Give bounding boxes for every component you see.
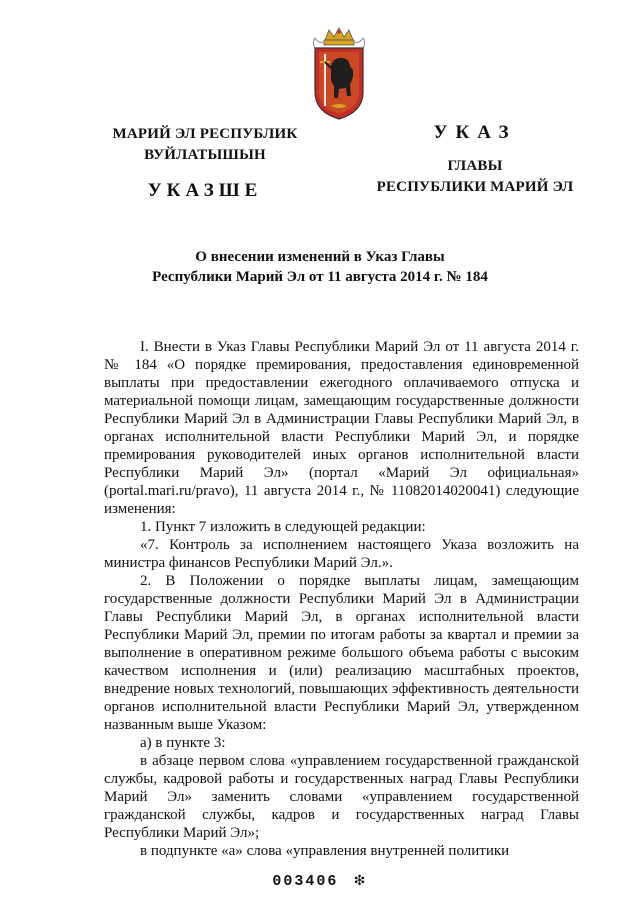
- issuer-line-2: ВУЙЛАТЫШЫН: [144, 147, 266, 163]
- paragraph-2: 1. Пункт 7 изложить в следующей редакции:: [140, 519, 426, 535]
- paragraph-3: «7. Контроль за исполнением настоящего Указа возложить на министра финансов Республики Марий Эл.».: [104, 537, 579, 571]
- issuer-line-2-russian: РЕСПУБЛИКИ МАРИЙ ЭЛ: [376, 179, 574, 195]
- coat-of-arms-icon: [303, 26, 375, 122]
- title-line-2: Республики Марий Эл от 11 августа 2014 г. № 184: [152, 269, 488, 285]
- serial-number: 003406: [272, 873, 339, 890]
- issuer-block-mari: [100, 124, 310, 201]
- paragraph-1: I. Внести в Указ Главы Республики Марий Эл от 11 августа 2014 г. № 184 «О порядке премирования, предоставления единовременной выплаты при предоставлении ежегодного оплачиваемого отпуска и материальной помощи лицам, замещающим государственные должности Республики Марий Эл в Администрации Главы Республики Марий Эл, в органах исполнительной власти Республики Марий Эл, и порядке премирования руководителей иных органов исполнительной власти Республики Марий Эл» (портал «Марий Эл официальная» (portal.mari.ru/pravo), 11 августа 2014 г., № 11082014020041) следующие изменения:: [104, 339, 579, 517]
- title-line-1: О внесении изменений в Указ Главы: [195, 249, 445, 265]
- document-title: [110, 247, 530, 287]
- doc-type-russian: УКАЗ: [433, 122, 517, 143]
- issuer-line-1-russian: ГЛАВЫ: [447, 158, 503, 174]
- issuer-block-russian: [360, 122, 590, 198]
- paragraph-4: 2. В Положении о порядке выплаты лицам, замещающим государственные должности Республики Марий Эл в Администрации Главы Республики Марий Эл, в органах исполнительной власти Республики Марий Эл, премии по итогам работы за квартал и премии за выполнение в оперативном режиме большого объема работы с высоким качеством исполнения и (или) реализацию масштабных проектов, внедрение новых технологий, повышающих эффективность деятельности органов исполнительной власти Республики Марий Эл, утвержденном названным выше Указом:: [104, 573, 579, 733]
- document-serial: [0, 870, 639, 891]
- paragraph-5: а) в пункте 3:: [140, 735, 226, 751]
- paragraph-7: в подпункте «а» слова «управления внутренней политики: [140, 843, 510, 859]
- paragraph-6: в абзаце первом слова «управлением государственной гражданской службы, кадровой работы и государственных наград Главы Республики Марий Эл» заменить словами «управлением государственной гражданской службы, кадров и государственных наград Главы Республики Марий Эл»;: [104, 753, 579, 841]
- asterisk-mark-icon: ❇: [354, 872, 367, 891]
- doc-type-mari: УКАЗШЕ: [147, 180, 263, 201]
- issuer-line-1: МАРИЙ ЭЛ РЕСПУБЛИК: [112, 126, 298, 142]
- document-body: [104, 338, 579, 860]
